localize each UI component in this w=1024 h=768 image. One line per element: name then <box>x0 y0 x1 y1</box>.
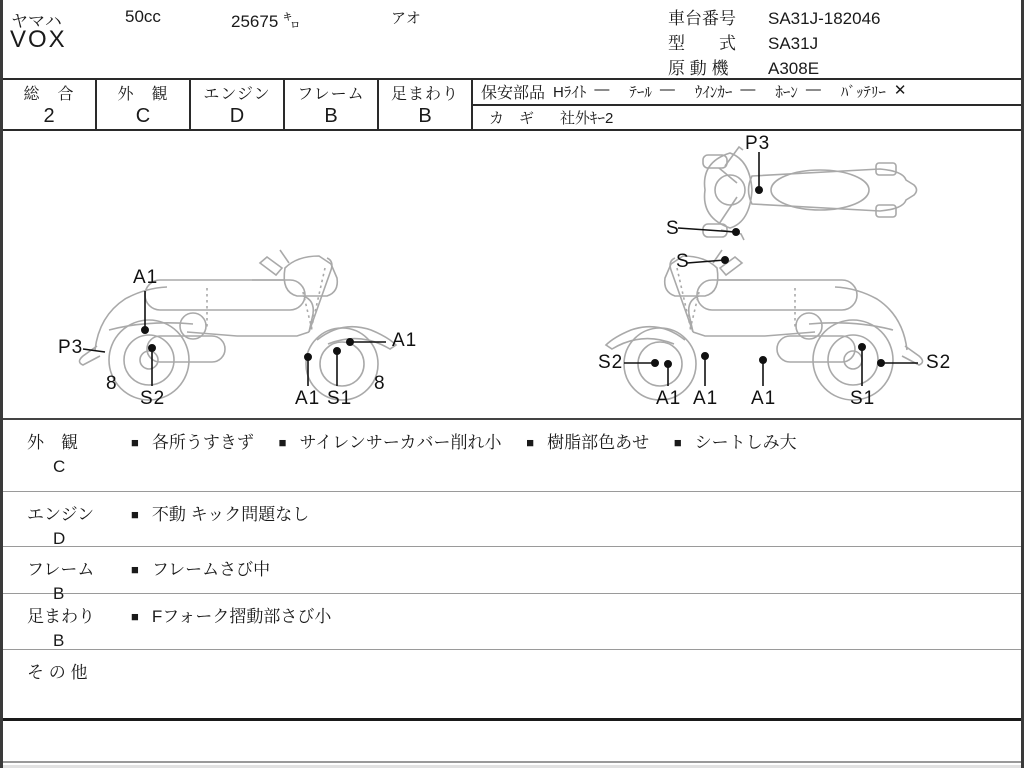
safety-item-label: ﾊﾞｯﾃﾘｰ <box>840 84 886 102</box>
comment-item <box>526 428 649 453</box>
type-code-row <box>668 31 880 56</box>
bullet-icon: ■ <box>526 435 535 450</box>
grade-cell-exterior <box>97 80 191 129</box>
scooter-left-view <box>80 250 397 400</box>
comment-item <box>279 428 502 453</box>
marker-left-rear-fender: P3 <box>58 337 84 358</box>
leader-lines <box>83 152 918 386</box>
safety-item-label: ｳｲﾝｶｰ <box>694 84 733 102</box>
safety-item-value: — <box>594 81 610 99</box>
comment-label-col <box>3 650 131 722</box>
comment-item <box>131 500 309 525</box>
header-right <box>668 6 880 81</box>
comment-label-col <box>3 594 131 649</box>
comment-text: Fフォーク摺動部さび小 <box>151 607 332 626</box>
marker-right-mirror: S <box>676 251 690 272</box>
grade-value: B <box>324 105 338 127</box>
comment-section-label: そ の 他 <box>27 663 88 682</box>
bottom-empty-strip <box>3 721 1021 763</box>
grade-cell-undercarriage <box>379 80 473 129</box>
comment-items <box>131 420 1021 491</box>
grade-value: D <box>229 105 245 127</box>
comment-item <box>131 428 254 453</box>
safety-item-label: ﾃｰﾙ <box>629 84 652 102</box>
safety-item-value: — <box>805 81 821 99</box>
chassis-number-label: 車台番号 <box>668 9 736 28</box>
safety-parts-section <box>473 80 1021 129</box>
marker-left-underbody: A1 <box>295 388 321 409</box>
grade-label: フレーム <box>297 86 365 103</box>
marker-right-front-wheel: S2 <box>598 352 624 373</box>
marker-left-rear-wheelsize: 8 <box>106 373 118 394</box>
grade-value: 2 <box>43 105 55 127</box>
comment-text: サイレンサーカバー削れ小 <box>299 433 502 452</box>
comment-text: 不動 キック問題なし <box>151 505 310 524</box>
marker-left-rear-wheel: S2 <box>140 388 166 409</box>
bullet-icon: ■ <box>673 435 682 450</box>
marker-right-rear-outer: S2 <box>926 352 952 373</box>
marker-right-rear-wheel: S1 <box>850 388 876 409</box>
comment-row-undercarriage <box>3 594 1021 650</box>
safety-item-label: Hﾗｲﾄ <box>553 84 587 102</box>
scooter-top-view <box>703 147 917 240</box>
safety-item-value: — <box>659 81 675 99</box>
header <box>3 0 1021 78</box>
marker-topview-floor: P3 <box>745 133 771 154</box>
grade-label: 足まわり <box>390 86 459 103</box>
maker-name: ヤマハ <box>11 12 62 31</box>
comment-item <box>131 555 270 580</box>
comment-section-label: 外 観 <box>27 433 78 452</box>
marker-left-front-fender: A1 <box>392 330 418 351</box>
marker-left-front-wheelsize: 8 <box>374 373 386 394</box>
comment-section-label: エンジン <box>27 505 95 524</box>
grade-label: 外 観 <box>117 86 169 103</box>
grade-label: エンジン <box>203 86 271 103</box>
comment-row-frame <box>3 547 1021 603</box>
grade-label: 総 合 <box>23 86 75 103</box>
safety-item-label: ﾎｰﾝ <box>775 84 798 102</box>
comment-text: 樹脂部色あせ <box>547 433 650 452</box>
scooter-right-view <box>606 250 923 400</box>
safety-item-value: — <box>740 81 756 99</box>
key-row <box>473 106 1021 130</box>
comment-section-grade: D <box>53 529 66 548</box>
comment-text: 各所うすきず <box>151 433 254 452</box>
grade-cell-frame <box>285 80 379 129</box>
comment-section-grade: C <box>53 457 66 476</box>
safety-item-headlight <box>553 81 609 102</box>
chassis-number-value: SA31J-182046 <box>768 9 881 28</box>
safety-parts-row <box>473 80 1021 106</box>
bullet-icon: ■ <box>131 609 139 624</box>
bullet-icon: ■ <box>278 435 287 450</box>
chassis-number-row <box>668 6 880 31</box>
engine-code-label: 原 動 機 <box>668 59 729 78</box>
comment-section-label: 足まわり <box>27 607 95 626</box>
marker-topview-lever: S <box>666 218 680 239</box>
comment-text: シートしみ大 <box>694 433 797 452</box>
comment-row-other <box>3 650 1021 722</box>
displacement: 50cc <box>125 7 161 26</box>
grade-cell-engine <box>191 80 285 129</box>
model-name: VOX <box>10 26 67 53</box>
grade-strip <box>3 78 1021 131</box>
comment-label-col <box>3 547 131 603</box>
comment-text: フレームさび中 <box>151 560 271 579</box>
grade-value: C <box>135 105 151 127</box>
comment-section-grade: B <box>53 584 65 603</box>
key-label: カ ギ <box>489 109 535 127</box>
type-code-label: 型 式 <box>668 34 736 53</box>
damage-diagram <box>3 131 1021 418</box>
grade-value: B <box>418 105 432 127</box>
safety-item-tail <box>629 81 675 102</box>
comment-label-col <box>3 492 131 546</box>
comment-item <box>131 602 331 627</box>
marker-right-front-lower: A1 <box>656 388 682 409</box>
comment-items <box>131 492 1021 546</box>
safety-item-horn <box>775 81 821 102</box>
key-value: 社外ｷｰ2 <box>560 109 614 127</box>
comment-items <box>131 594 1021 649</box>
safety-item-winker <box>695 81 756 102</box>
comment-items <box>131 650 1021 722</box>
mileage: 25675 ㌔ <box>231 12 300 31</box>
safety-item-battery <box>841 81 907 102</box>
bullet-icon: ■ <box>131 435 139 450</box>
comment-label-col <box>3 420 131 491</box>
safety-item-value: ✕ <box>893 82 907 100</box>
marker-left-rear-body: A1 <box>133 267 159 288</box>
bullet-icon: ■ <box>131 562 139 577</box>
type-code-value: SA31J <box>768 34 819 53</box>
marker-right-mid-lower: A1 <box>693 388 719 409</box>
grade-cell-overall <box>3 80 97 129</box>
marker-left-front-wheel: S1 <box>327 388 353 409</box>
comment-section-label: フレーム <box>27 560 95 579</box>
comment-item <box>674 428 797 453</box>
comment-items <box>131 547 1021 593</box>
comment-row-exterior <box>3 420 1021 492</box>
body-color: アオ <box>391 10 421 27</box>
safety-parts-title: 保安部品 <box>481 85 546 103</box>
comment-section-grade: B <box>53 631 65 650</box>
comment-row-engine <box>3 492 1021 547</box>
bullet-icon: ■ <box>131 507 139 522</box>
engine-code-value: A308E <box>768 59 820 78</box>
comments-table <box>3 418 1021 722</box>
marker-right-floor: A1 <box>751 388 777 409</box>
